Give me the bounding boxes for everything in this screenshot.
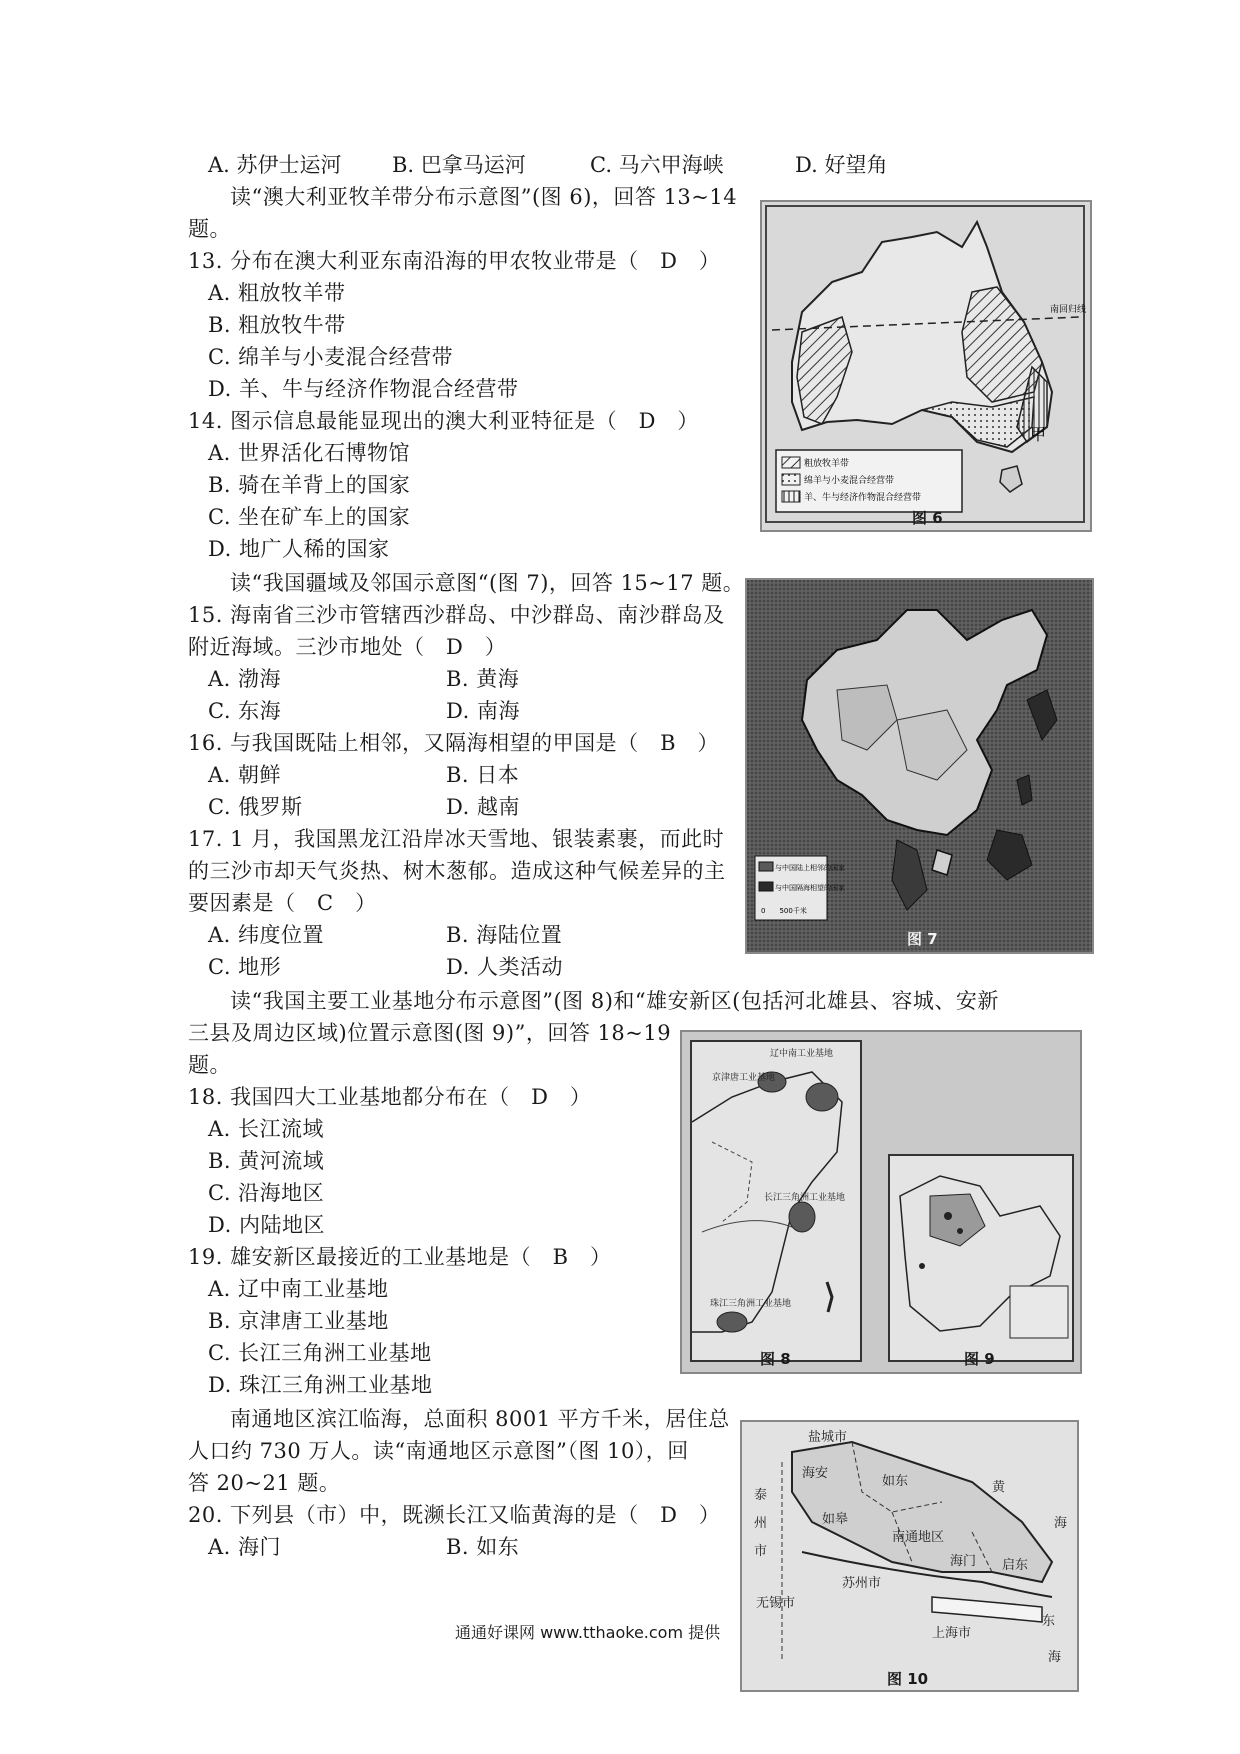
q19-option-d: D. 珠江三角洲工业基地: [208, 1373, 433, 1397]
fig6-legend-3: 羊、牛与经济作物混合经营带: [804, 493, 922, 503]
q19-stem: 19. 雄安新区最接近的工业基地是（ B ）: [188, 1245, 612, 1269]
q15-option-c: C. 东海: [208, 699, 282, 723]
q15-option-d: D. 南海: [446, 699, 520, 723]
q17-option-c: C. 地形: [208, 955, 282, 979]
q19-option-b: B. 京津唐工业基地: [208, 1309, 389, 1333]
q18-option-d: D. 内陆地区: [208, 1213, 325, 1237]
q14-option-a: A. 世界活化石博物馆: [208, 441, 411, 465]
intro-20-21-line2: 人口约 730 万人。读“南通地区示意图”（图 10），回: [188, 1439, 689, 1463]
q13-stem: 13. 分布在澳大利亚东南沿海的甲农牧业带是（ D ）: [188, 249, 721, 273]
china-map-graphic: [747, 580, 1092, 952]
fig10-label-dong: 东: [1042, 1614, 1056, 1629]
q20-stem: 20. 下列县（市）中，既濒长江又临黄海的是（ D ）: [188, 1503, 721, 1527]
intro-20-21-line3: 答 20~21 题。: [188, 1471, 341, 1495]
q14-option-b: B. 骑在羊背上的国家: [208, 473, 411, 497]
fig10-label-suzhou: 苏州市: [842, 1576, 882, 1591]
fig8-label-zhujiang: 珠江三角洲工业基地: [710, 1299, 792, 1309]
fig9-graphic: [890, 1156, 1072, 1346]
q20-option-a: A. 海门: [208, 1535, 282, 1559]
fig10-label-shanghai: 上海市: [932, 1626, 972, 1641]
intro-13-14-line1: 读“澳大利亚牧羊带分布示意图”(图 6)，回答 13~14: [230, 185, 738, 209]
intro-18-19-line3: 题。: [188, 1053, 231, 1077]
q15-stem-line1: 15. 海南省三沙市管辖西沙群岛、中沙群岛、南沙群岛及: [188, 603, 725, 627]
q20-option-b: B. 如东: [446, 1535, 520, 1559]
fig8-label-jingjintang: 京津唐工业基地: [712, 1073, 776, 1083]
intro-18-19-line2: 三县及周边区域)位置示意图(图 9)”，回答 18~19: [188, 1021, 672, 1045]
q12-option-a: A. 苏伊士运河: [208, 153, 342, 177]
q13-option-a: A. 粗放牧羊带: [208, 281, 346, 305]
australia-map-graphic: [762, 202, 1090, 530]
fig10-label-wuxi: 无锡市: [756, 1596, 796, 1611]
fig6-caption: 图 6: [912, 509, 943, 527]
fig10-label-rugao: 如皋: [822, 1512, 849, 1527]
fig6-legend-1: 粗放牧羊带: [804, 459, 850, 469]
fig7-legend-2: 与中国隔海相望的国家: [775, 884, 845, 892]
q17-stem-line3: 要因素是（ C ）: [188, 891, 377, 915]
q12-option-d: D. 好望角: [795, 153, 888, 177]
fig10-caption: 图 10: [887, 1670, 929, 1688]
figure-6-australia-map: [760, 200, 1092, 532]
intro-20-21-line1: 南通地区滨江临海，总面积 8001 平方千米，居住总: [230, 1407, 730, 1431]
q16-stem: 16. 与我国既陆上相邻，又隔海相望的甲国是（ B ）: [188, 731, 720, 755]
intro-15-17: 读“我国疆域及邻国示意图“(图 7)，回答 15~17 题。: [230, 571, 745, 595]
fig10-label-hai-1: 海: [1054, 1516, 1068, 1531]
fig7-caption: 图 7: [907, 930, 938, 948]
q16-option-d: D. 越南: [446, 795, 520, 819]
q19-option-c: C. 长江三角洲工业基地: [208, 1341, 432, 1365]
q13-option-c: C. 绵羊与小麦混合经营带: [208, 345, 454, 369]
q17-option-a: A. 纬度位置: [208, 923, 325, 947]
q13-option-d: D. 羊、牛与经济作物混合经营带: [208, 377, 519, 401]
q15-option-b: B. 黄海: [446, 667, 520, 691]
fig7-legend-1: 与中国陆上相邻的国家: [775, 864, 845, 872]
fig6-tropic-label: 南回归线: [1050, 305, 1087, 315]
fig10-label-rudong: 如东: [882, 1474, 909, 1489]
q13-option-b: B. 粗放牧牛带: [208, 313, 346, 337]
fig6-legend-2: 绵羊与小麦混合经营带: [804, 476, 895, 486]
q17-stem-line1: 17. 1 月，我国黑龙江沿岸冰天雪地、银装素裹，而此时: [188, 827, 725, 851]
q17-option-d: D. 人类活动: [446, 955, 563, 979]
fig6-jia-label: 甲: [1030, 425, 1047, 444]
q16-option-c: C. 俄罗斯: [208, 795, 303, 819]
q14-option-c: C. 坐在矿车上的国家: [208, 505, 411, 529]
fig10-label-yancheng: 盐城市: [808, 1430, 848, 1445]
figure-8-9-industrial-map: [680, 1030, 1082, 1374]
q16-option-b: B. 日本: [446, 763, 520, 787]
page-footer: 通通好课网 www.tthaoke.com 提供: [455, 1623, 721, 1642]
q12-option-b: B. 巴拿马运河: [392, 153, 526, 177]
fig10-label-haian: 海安: [802, 1466, 829, 1481]
q14-stem: 14. 图示信息最能显现出的澳大利亚特征是（ D ）: [188, 409, 699, 433]
figure-7-china-map: [745, 578, 1094, 954]
fig7-scale: 0 500千米: [761, 907, 807, 915]
q15-option-a: A. 渤海: [208, 667, 282, 691]
intro-13-14-line2: 题。: [188, 217, 231, 241]
fig8-label-liaozhongnan: 辽中南工业基地: [770, 1049, 834, 1059]
fig8-caption: 图 8: [760, 1350, 791, 1368]
q17-stem-line2: 的三沙市却天气炎热、树木葱郁。造成这种气候差异的主: [188, 859, 726, 883]
fig10-label-taizhou: 泰州市: [754, 1488, 768, 1559]
q19-option-a: A. 辽中南工业基地: [208, 1277, 389, 1301]
q18-stem: 18. 我国四大工业基地都分布在（ D ）: [188, 1085, 592, 1109]
q12-option-c: C. 马六甲海峡: [590, 153, 724, 177]
intro-18-19-line1: 读“我国主要工业基地分布示意图”(图 8)和“雄安新区(包括河北雄县、容城、安新: [230, 989, 999, 1013]
fig9-caption: 图 9: [964, 1350, 995, 1368]
fig10-label-nantong: 南通地区: [892, 1530, 945, 1545]
fig9-panel: [888, 1154, 1074, 1362]
fig10-graphic: [742, 1422, 1077, 1672]
fig8-panel: [690, 1040, 862, 1362]
q18-option-a: A. 长江流域: [208, 1117, 325, 1141]
q16-option-a: A. 朝鲜: [208, 763, 282, 787]
fig8-label-changjiang: 长江三角洲工业基地: [764, 1193, 846, 1203]
fig10-label-hai-2: 海: [1048, 1650, 1062, 1665]
q18-option-c: C. 沿海地区: [208, 1181, 325, 1205]
q14-option-d: D. 地广人稀的国家: [208, 537, 390, 561]
q17-option-b: B. 海陆位置: [446, 923, 563, 947]
q18-option-b: B. 黄河流域: [208, 1149, 325, 1173]
figure-10-nantong-map: [740, 1420, 1079, 1692]
fig10-label-qidong: 启东: [1002, 1558, 1029, 1573]
fig10-label-haimen: 海门: [950, 1554, 977, 1569]
fig10-label-huang: 黄: [992, 1480, 1006, 1495]
q15-stem-line2: 附近海域。三沙市地处（ D ）: [188, 635, 507, 659]
